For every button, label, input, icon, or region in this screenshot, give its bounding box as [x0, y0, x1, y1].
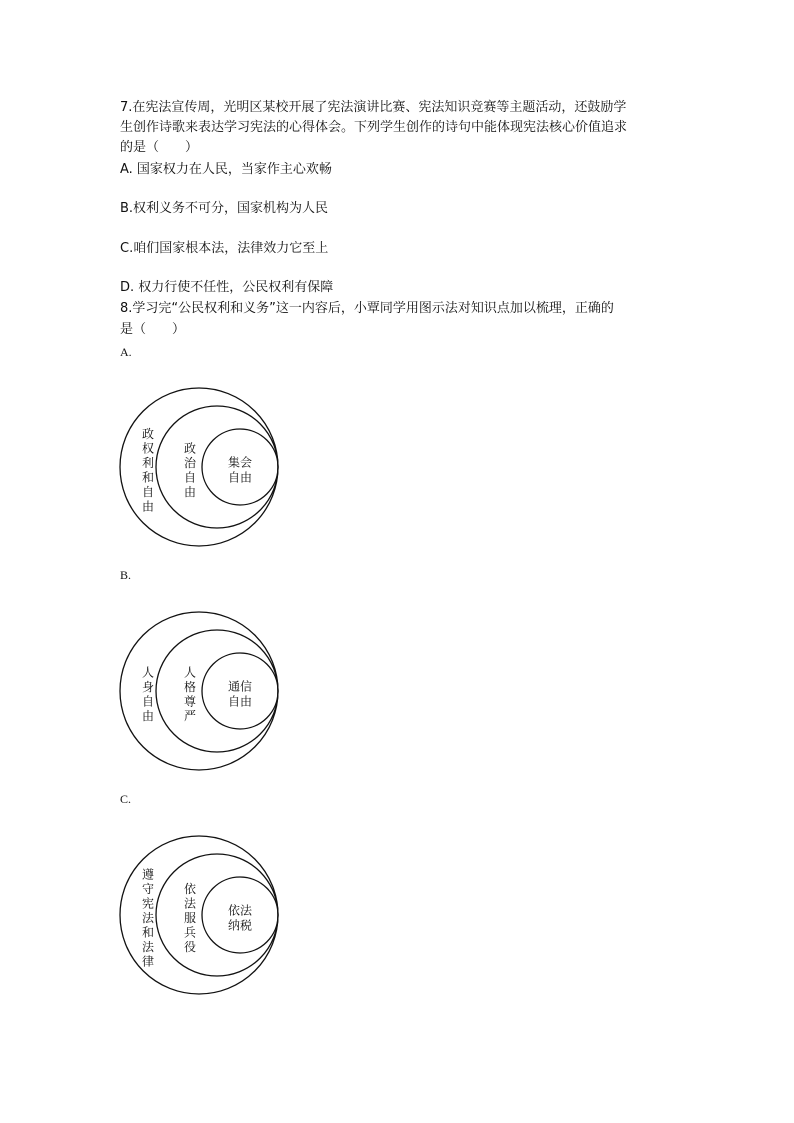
middle-circle-label-char: 法 — [183, 896, 197, 911]
middle-circle-label-char: 服 — [183, 911, 197, 925]
outer-circle-label-char: 由 — [141, 708, 155, 723]
middle-circle — [156, 854, 278, 976]
inner-circle-label-row: 自由 — [227, 694, 253, 709]
middle-circle-label-char: 由 — [183, 484, 197, 499]
q7-option-c: C.咱们国家根本法，法律效力它至上 — [120, 241, 329, 256]
outer-circle-label-char: 由 — [141, 499, 155, 514]
q8-option-a-diagram — [118, 386, 280, 548]
q7-stem-line-1: 7.在宪法宣传周，光明区某校开展了宪法演讲比赛、宪法知识竞赛等主题活动，还鼓励学 — [120, 100, 627, 115]
q7-option-a: A. 国家权力在人民，当家作主心欢畅 — [120, 162, 332, 177]
q8-stem-line-2: 是（ ） — [120, 322, 186, 337]
middle-circle — [156, 406, 278, 528]
nested-circles-diagram — [118, 834, 280, 996]
outer-circle-label-char: 守 — [141, 882, 155, 896]
middle-circle-label-char: 严 — [183, 708, 197, 723]
q8-option-c-label: C. — [120, 792, 132, 806]
outer-circle-label-char: 律 — [141, 954, 155, 969]
outer-circle-label-char: 自 — [141, 484, 155, 499]
middle-circle-label-char: 尊 — [183, 694, 197, 709]
q7-option-b: B.权利义务不可分，国家机构为人民 — [120, 201, 329, 216]
nested-circles-diagram — [118, 386, 280, 548]
q7-stem-line-2: 生创作诗歌来表达学习宪法的心得体会。下列学生创作的诗句中能体现宪法核心价值追求 — [120, 120, 628, 135]
outer-circle-label-char: 政 — [141, 426, 155, 441]
outer-circle-label-char: 遵 — [141, 867, 155, 882]
outer-circle-label-char: 权 — [141, 441, 155, 456]
q7-stem-line-3: 的是（ ） — [120, 140, 199, 155]
outer-circle-label-char: 和 — [141, 925, 155, 940]
inner-circle-label-row: 通信 — [227, 679, 253, 694]
inner-circle-label-row: 纳税 — [227, 918, 253, 933]
q8-option-b-diagram — [118, 610, 280, 772]
middle-circle-label-char: 依 — [183, 882, 197, 896]
outer-circle-label-char: 法 — [141, 911, 155, 925]
q8-option-b-label: B. — [120, 568, 132, 582]
outer-circle-label-char: 自 — [141, 694, 155, 709]
inner-circle-label-row: 依法 — [227, 903, 253, 918]
outer-circle-label-char: 利 — [141, 455, 155, 470]
q8-option-c-diagram — [118, 834, 280, 996]
q7-option-d: D. 权力行使不任性，公民权利有保障 — [120, 280, 334, 295]
middle-circle-label-char: 兵 — [183, 925, 197, 940]
q8-option-a-label: A. — [120, 345, 132, 359]
nested-circles-diagram — [118, 610, 280, 772]
inner-circle-label-row: 集会 — [227, 455, 253, 470]
middle-circle-label-char: 政 — [183, 441, 197, 456]
q8-stem-line-1: 8.学习完“公民权利和义务”这一内容后，小覃同学用图示法对知识点加以梳理，正确的 — [120, 301, 614, 316]
inner-circle-label-row: 自由 — [227, 470, 253, 485]
outer-circle-label-char: 身 — [141, 679, 155, 694]
outer-circle-label-char: 人 — [141, 665, 155, 680]
middle-circle-label-char: 役 — [183, 940, 197, 954]
middle-circle-label-char: 人 — [183, 665, 197, 680]
outer-circle-label-char: 和 — [141, 470, 155, 485]
outer-circle-label-char: 法 — [141, 940, 155, 954]
middle-circle — [156, 630, 278, 752]
middle-circle-label-char: 自 — [183, 470, 197, 485]
outer-circle-label-char: 宪 — [141, 896, 155, 911]
middle-circle-label-char: 格 — [183, 679, 197, 694]
middle-circle-label-char: 治 — [183, 455, 197, 470]
